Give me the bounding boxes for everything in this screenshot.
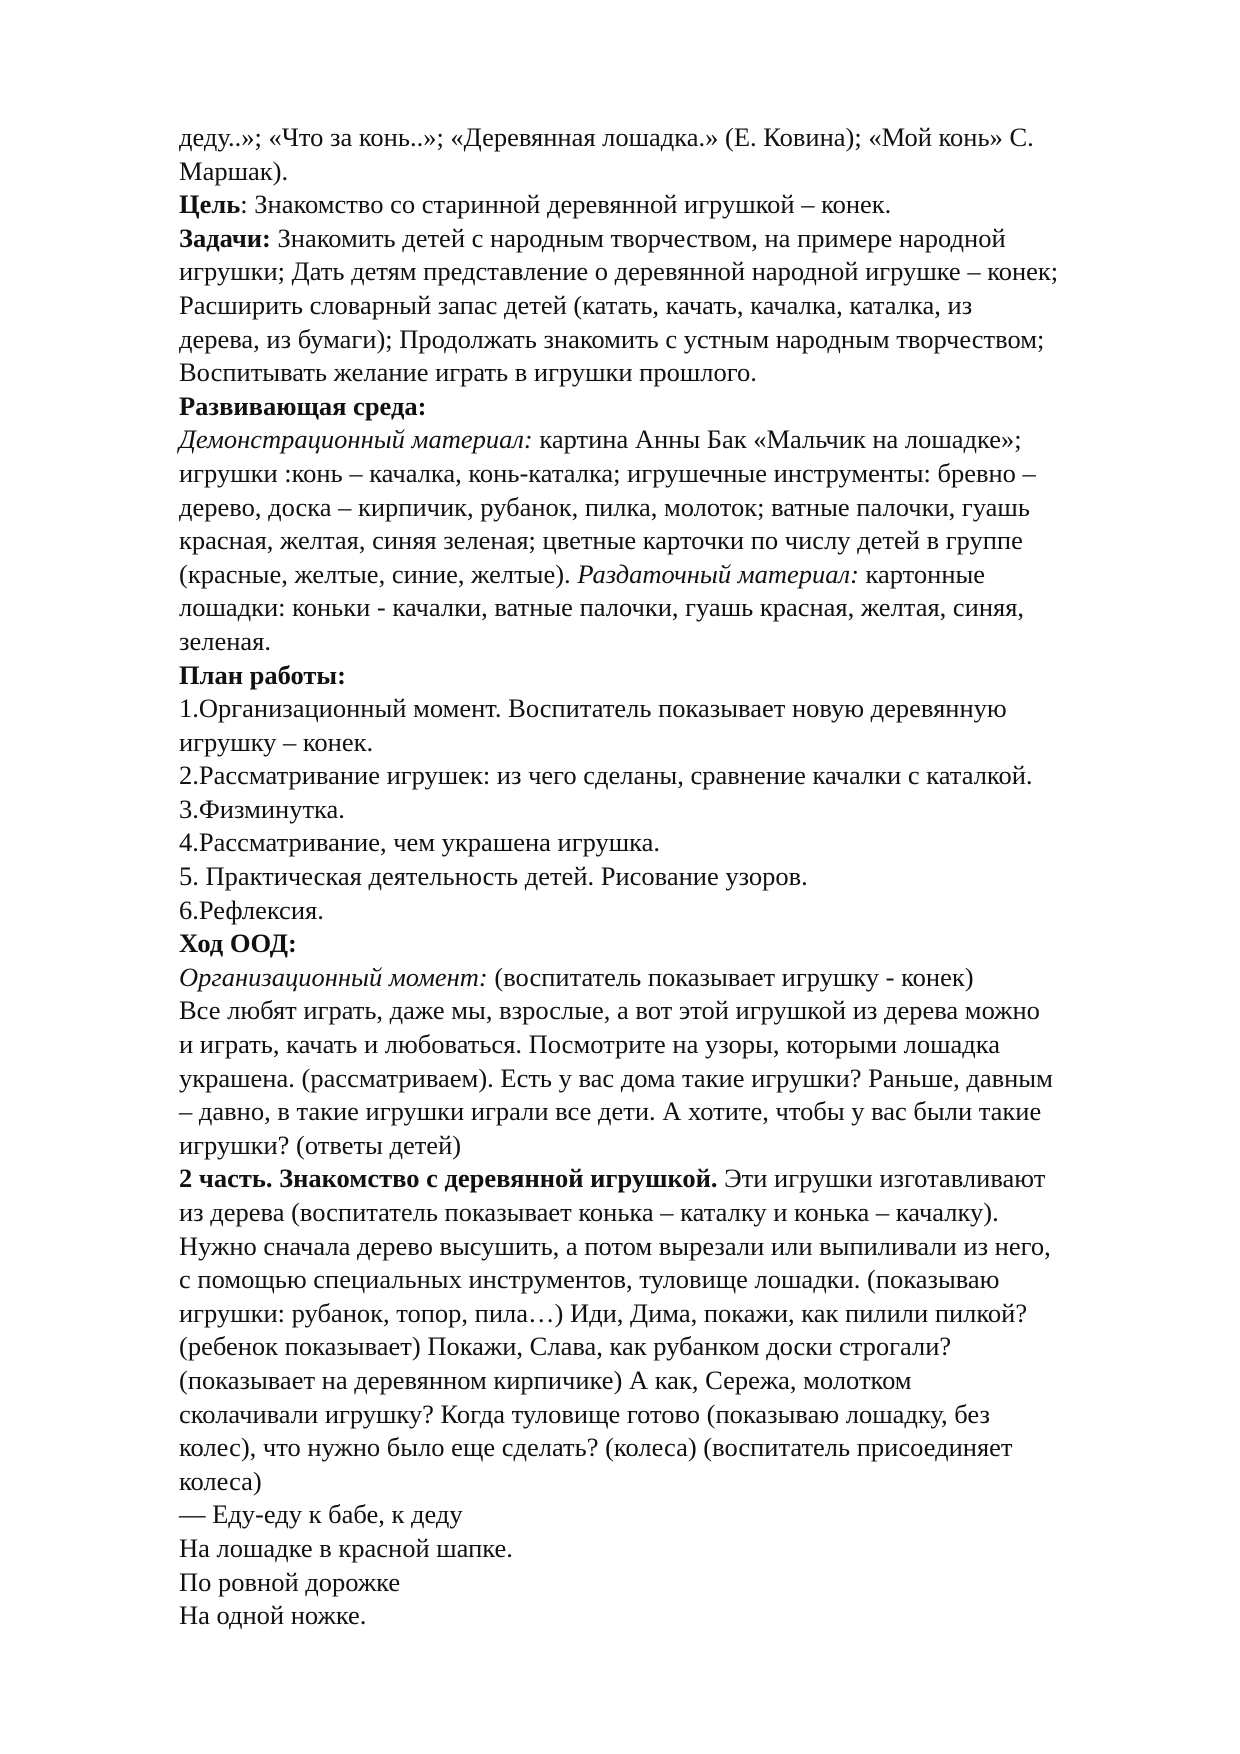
environment-line: дерево, доска – кирпичик, рубанок, пилка, молоток; ватные палочки, гуашь [179,491,1030,522]
environment-text: (красные, желтые, синие, желтые). [179,558,578,589]
demo-material-label: Демонстрационный материал: [179,424,533,455]
intro-line: деду..»; «Что за конь..»; «Деревянная лошадка.» (Е. Ковина); «Мой конь» С. [179,122,1034,152]
tasks-line: игрушки; Дать детям представление о деревянной народной игрушке – конек; [179,256,1059,287]
poem-line: На одной ножке. [179,1600,367,1631]
plan-item: 2.Рассматривание игрушек: из чего сделаны, сравнение качалки с каталкой. [179,760,1033,791]
environment-line: зеленая. [179,625,271,656]
poem-line: По ровной дорожке [179,1566,401,1597]
environment-heading: Развивающая среда: [179,390,427,421]
plan-item: игрушку – конек. [179,726,374,757]
part2-line: из дерева (воспитатель показывает конька – каталку и конька – качалку). [179,1197,999,1227]
poem-line: На лошадке в красной шапке. [179,1532,513,1563]
environment-line: красная, желтая, синяя зеленая; цветные карточки по числу детей в группе [179,525,1023,556]
environment-line [179,558,1169,592]
tasks-line: дерева, из бумаги); Продолжать знакомить с устным народным творчеством; [179,323,1045,354]
plan-item: 4.Рассматривание, чем украшена игрушка. [179,827,661,858]
part2-line: Нужно сначала дерево высушить, а потом вырезали или выпиливали из него, [179,1230,1051,1261]
section-heading [179,390,1169,424]
plan-item: 6.Рефлексия. [179,894,324,925]
course-line: украшена. (рассматриваем). Есть у вас дома такие игрушки? Раньше, давным [179,1062,1053,1093]
poem-line: — Еду-еду к бабе, к деду [179,1499,463,1530]
environment-line: лошадки: коньки - качалки, ватные палочки, гуашь красная, желтая, синяя, [179,592,1025,623]
section-heading [179,927,1169,961]
plan-heading: План работы: [179,659,346,690]
goal-text: : Знакомство со старинной деревянной игрушкой – конек. [240,189,892,220]
plan-item: 3.Физминутка. [179,793,345,824]
part2-line: колеса) [179,1465,262,1496]
tasks-text: Знакомить детей с народным творчеством, на примере народной [270,222,1006,253]
handout-material-label: Раздаточный материал: [577,558,859,589]
course-line: и играть, качать и любоваться. Посмотрите на узоры, которыми лошадка [179,1029,1001,1060]
part2-label: 2 часть. Знакомство с деревянной игрушкой. [179,1163,718,1194]
part2-line: игрушки: рубанок, топор, пила…) Иди, Дима, покажи, как пилили пилкой? [179,1297,1028,1328]
course-line: – давно, в такие игрушки играли все дети. А хотите, чтобы у вас были такие [179,1096,1042,1127]
intro-line: Маршак). [179,155,289,186]
goal-line [179,188,1169,222]
tasks-line: Воспитывать желание играть в игрушки прошлого. [179,357,757,388]
part2-line: (ребенок показывает) Покажи, Слава, как рубанком доски строгали? [179,1331,952,1362]
environment-line: игрушки :конь – качалка, конь-каталка; игрушечные инструменты: бревно – [179,457,1036,488]
org-moment-label: Организационный момент: [179,961,488,992]
section-heading [179,659,1169,693]
part2-line [179,1162,1169,1196]
document-body [179,121,1169,1633]
tasks-line: Расширить словарный запас детей (катать, качать, качалка, каталка, из [179,289,973,320]
tasks-label: Задачи: [179,222,271,253]
plan-item: 5. Практическая деятельность детей. Рисование узоров. [179,861,808,892]
environment-text: картина Анны Бак «Мальчик на лошадке»; [532,424,1022,455]
course-line: игрушки? (ответы детей) [179,1129,462,1160]
environment-text: картонные [858,558,986,589]
goal-label: Цель [179,189,241,220]
course-line [179,961,1169,995]
part2-line: (показывает на деревянном кирпичике) А как, Сережа, молотком [179,1364,912,1395]
part2-text: Эти игрушки изготавливают [717,1163,1046,1194]
part2-line: с помощью специальных инструментов, туловище лошадки. (показываю [179,1264,1000,1295]
part2-line: сколачивали игрушку? Когда туловище готово (показываю лошадку, без [179,1398,990,1429]
environment-line [179,423,1169,457]
part2-line: колес), что нужно было еще сделать? (колеса) (воспитатель присоединяет [179,1432,1013,1463]
plan-item: 1.Организационный момент. Воспитатель показывает новую деревянную [179,693,1007,724]
course-text: (воспитатель показывает игрушку - конек) [487,961,974,992]
course-line: Все любят играть, даже мы, взрослые, а вот этой игрушкой из дерева можно [179,995,1040,1026]
tasks-line [179,222,1169,256]
course-heading: Ход ООД: [179,928,297,959]
